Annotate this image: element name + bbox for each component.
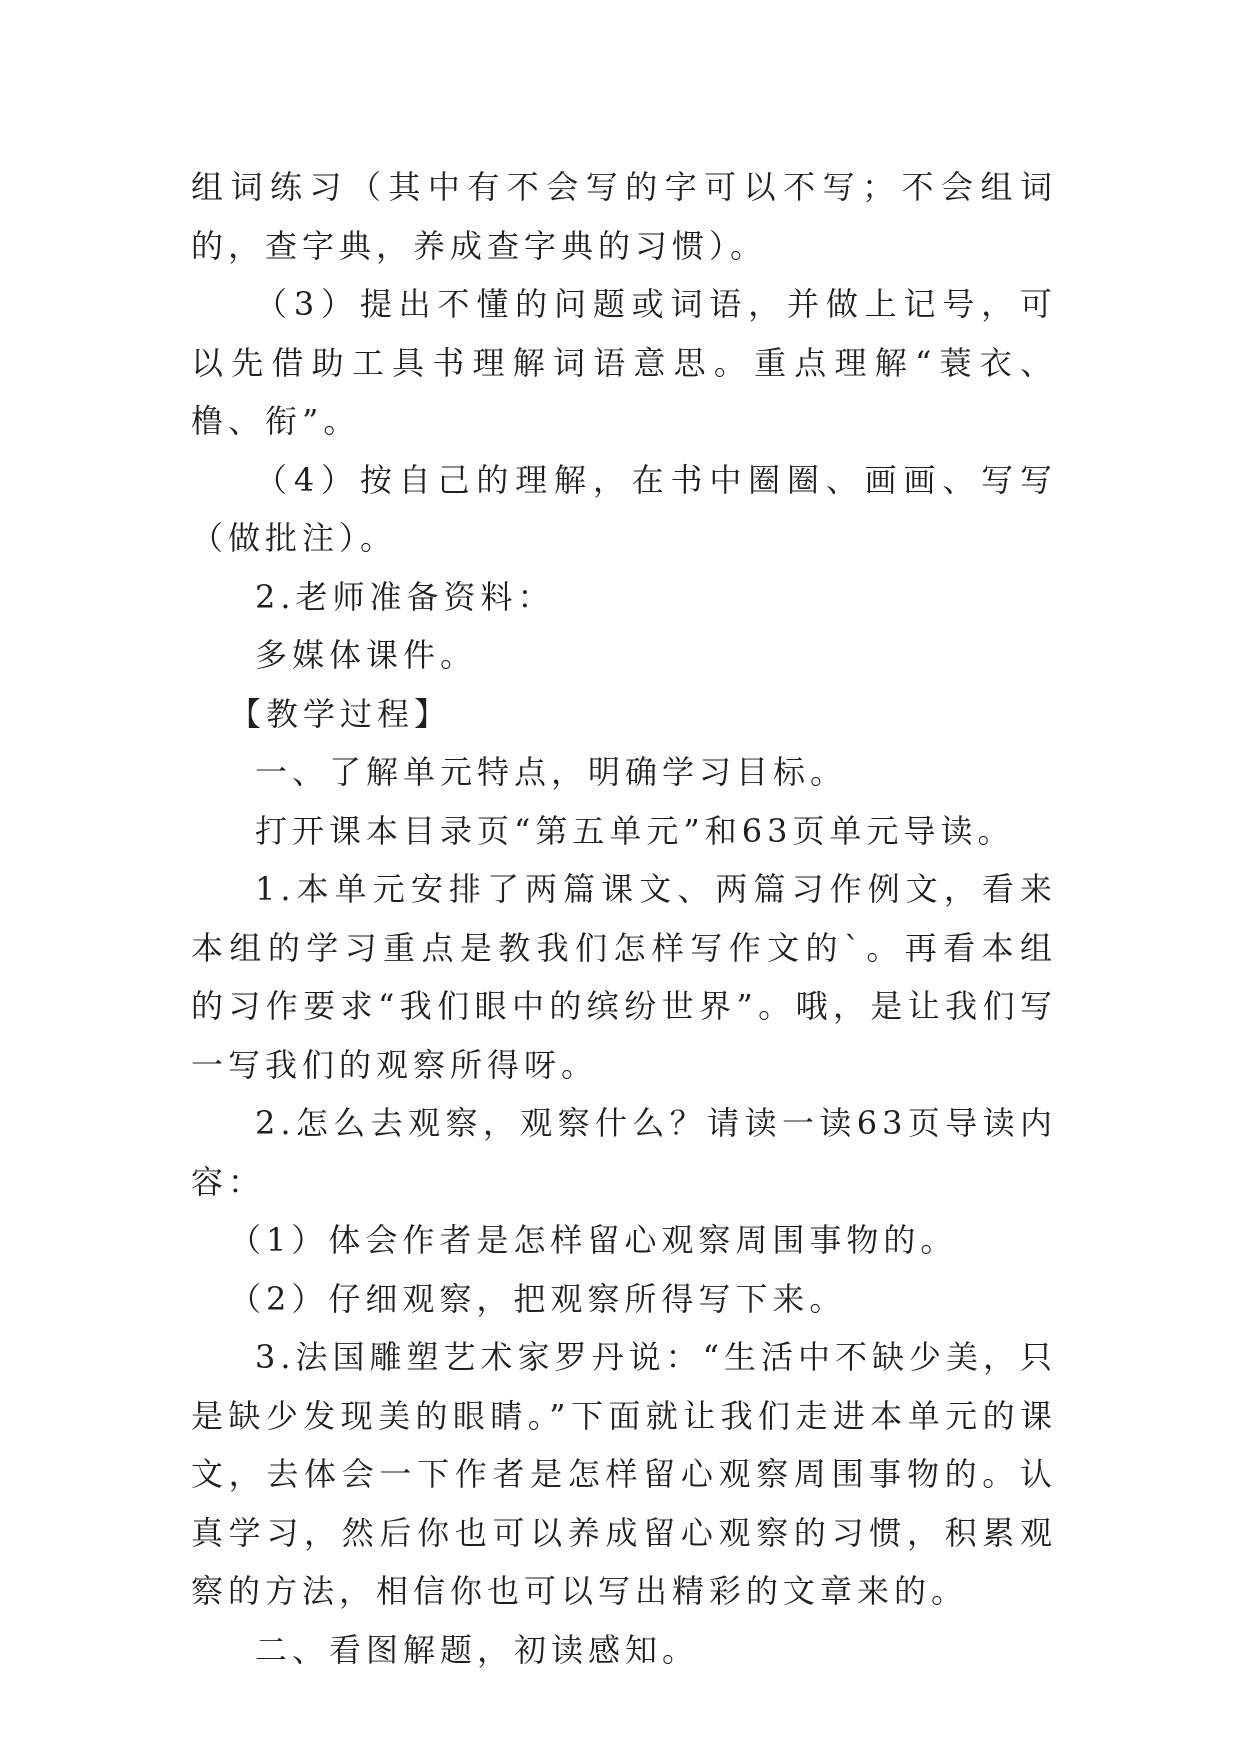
paragraph-word-practice: 组词练习（其中有不会写的字可以不写；不会组词的，查字典，养成查字典的习惯）。 bbox=[191, 168, 1057, 265]
document-body bbox=[191, 158, 1057, 1679]
paragraph-item-3: 3.法国雕塑艺术家罗丹说：“生活中不缺少美，只是缺少发现美的眼睛。”下面就让我们走进本单元的课文，去体会一下作者是怎样留心观察周围事物的。认真学习，然后你也可以养成留心观察的习惯，积累观察的方法，相信你也可以写出精彩的文章来的。 bbox=[191, 1338, 1057, 1610]
paragraph-teacher-prep: 2.老师准备资料： bbox=[255, 577, 555, 616]
paragraph-step-3: （3）提出不懂的问题或词语，并做上记号，可以先借助工具书理解词语意思。重点理解“蓑衣、橹、衔”。 bbox=[191, 285, 1057, 440]
section-heading-teaching-process: 【教学过程】 bbox=[229, 694, 452, 733]
paragraph-step-4: （4）按自己的理解，在书中圈圈、画画、写写（做批注）。 bbox=[191, 460, 1057, 557]
paragraph-item-2: 2.怎么去观察，观察什么？请读一读63页导读内容： bbox=[191, 1104, 1057, 1201]
paragraph-sub-1: （1）体会作者是怎样留心观察周围事物的。 bbox=[229, 1221, 958, 1259]
section-heading-part-one: 一、了解单元特点，明确学习目标。 bbox=[255, 753, 848, 791]
paragraph-item-1: 1.本单元安排了两篇课文、两篇习作例文，看来本组的学习重点是教我们怎样写作文的`。再看本组的习作要求“我们眼中的缤纷世界”。哦，是让我们写一写我们的观察所得呀。 bbox=[191, 870, 1057, 1084]
paragraph-sub-2: （2）仔细观察，把观察所得写下来。 bbox=[229, 1279, 847, 1318]
paragraph-open-textbook: 打开课本目录页“第五单元”和63页单元导读。 bbox=[255, 811, 1015, 850]
section-heading-part-two: 二、看图解题，初读感知。 bbox=[255, 1630, 700, 1669]
paragraph-multimedia: 多媒体课件。 bbox=[255, 636, 478, 674]
